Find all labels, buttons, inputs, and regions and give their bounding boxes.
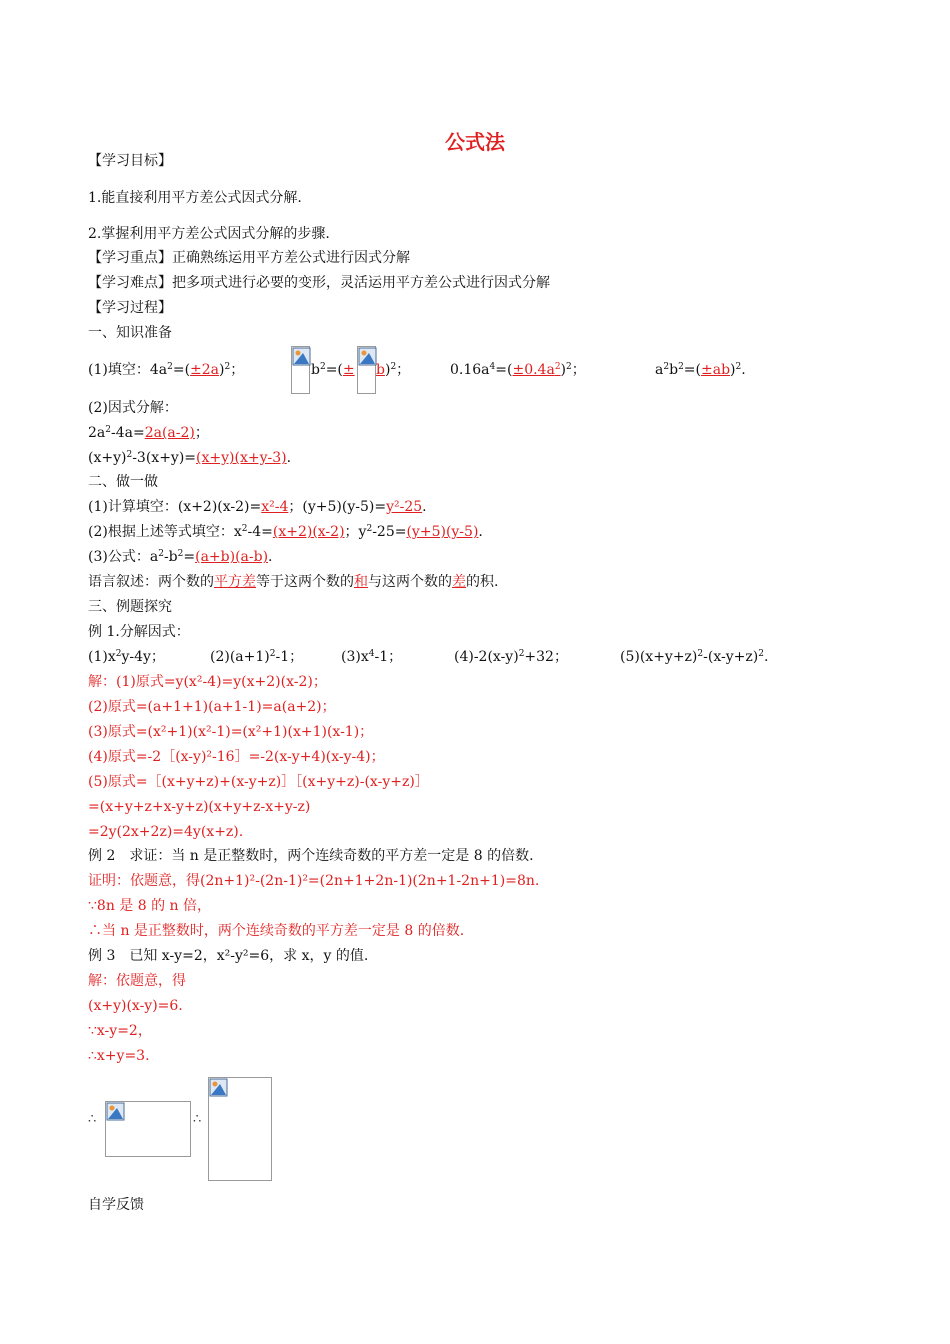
ex1-problem-5: $(5)(x+y+z)^2-(x-y+z)^2$. xyxy=(620,649,769,665)
example-2: 例 2 求证：当 n 是正整数时，两个连续奇数的平方差一定是 8 的倍数. xyxy=(88,848,534,864)
section-1-heading: 一、知识准备 xyxy=(88,325,172,341)
factor-1: $2a^2-4a=2a(a-2)$； xyxy=(88,425,209,441)
lang-answer-3: 差 xyxy=(452,574,466,590)
fill-b2: $b^2=(\pm$ xyxy=(311,362,355,378)
image-placeholder-3 xyxy=(105,1101,191,1157)
formula-line: (3)公式：$a^2-b^2=(a+b)(a-b)$. xyxy=(88,549,273,565)
formula-answer: (a+b)(a-b) xyxy=(195,549,269,565)
example-3: 例 3 已知 x-y=2，x²-y²=6，求 x，y 的值. xyxy=(88,948,369,964)
factor-answer-2: (x+y)(x+y-3) xyxy=(196,450,287,466)
fill-answer-1: ±2a xyxy=(190,362,220,378)
fill-line: (1)填空：$4a^2=(\pm 2a)^2$； xyxy=(88,362,245,378)
ex1-problem-2: $(2)(a+1)^2-1$； xyxy=(210,649,304,665)
ex1-solution-1: 解：(1)原式=y(x²-4)=y(x+2)(x-2)； xyxy=(88,674,327,690)
ex3-solution-3: ∵x-y=2， xyxy=(88,1023,152,1039)
section-2-heading: 二、做一做 xyxy=(88,474,158,490)
focus-line xyxy=(88,248,410,268)
fill-answer-3: $\pm 0.4a^2$ xyxy=(512,362,561,378)
eq-answer-2: (y+5)(y-5) xyxy=(406,524,479,540)
fill-a2b2: $a^2b^2=(\pm ab)^2$. xyxy=(655,362,746,378)
fill-label: (1)填空： xyxy=(88,362,150,378)
image-placeholder-4 xyxy=(208,1077,272,1181)
eq-line: (2)根据上述等式填空：$x^2-4=(x+2)(x-2)$；$y^2-25=(y+5)(y-5)$. xyxy=(88,524,483,540)
fill-b2-end: b)$^2$； xyxy=(376,362,411,378)
broken-image-icon xyxy=(209,1078,228,1097)
goal-1: 1.能直接利用平方差公式因式分解. xyxy=(88,190,302,206)
section-3-heading: 三、例题探究 xyxy=(88,599,172,615)
ex1-solution-6: =(x+y+z+x-y+z)(x+y+z-x+y-z) xyxy=(88,799,311,815)
ex3-solution-2: (x+y)(x-y)=6. xyxy=(88,998,183,1014)
difficulty-text: 把多项式进行必要的变形，灵活运用平方差公式进行因式分解 xyxy=(172,275,550,291)
ex1-solution-3: (3)原式=(x²+1)(x²-1)=(x²+1)(x+1)(x-1)； xyxy=(88,724,374,740)
process-heading: 【学习过程】 xyxy=(88,300,172,316)
self-study-feedback: 自学反馈 xyxy=(88,1197,144,1213)
ex3-solution-1: 解：依题意，得 xyxy=(88,973,186,989)
factor-answer-1: 2a(a-2) xyxy=(144,425,195,441)
lang-answer-2: 和 xyxy=(354,574,368,590)
fill-016: $0.16a^4=(\pm 0.4a^2)^2$； xyxy=(450,362,586,378)
calc-answer-2: y²-25 xyxy=(386,499,423,515)
language-line: 语言叙述：两个数的平方差等于这两个数的和与这两个数的差的积. xyxy=(88,574,499,590)
ex1-solution-2: (2)原式=(a+1+1)(a+1-1)=a(a+2)； xyxy=(88,699,336,715)
focus-label: 【学习重点】 xyxy=(88,250,172,266)
ex2-proof-3: ∴当 n 是正整数时，两个连续奇数的平方差一定是 8 的倍数. xyxy=(88,923,465,939)
ex1-problem-1: $(1)x^2y-4y$； xyxy=(88,649,165,665)
image-placeholder-2 xyxy=(357,346,376,394)
ex1-problem-4: $(4)-2(x-y)^2+32$； xyxy=(454,649,568,665)
ex1-solution-7: =2y(2x+2z)=4y(x+z). xyxy=(88,824,244,840)
calc-label: (1)计算填空： xyxy=(88,499,178,515)
broken-image-icon xyxy=(358,347,377,366)
image-placeholder-1 xyxy=(291,346,310,394)
broken-image-icon xyxy=(292,347,311,366)
calc-answer-1: x²-4 xyxy=(261,499,289,515)
focus-text: 正确熟练运用平方差公式进行因式分解 xyxy=(172,250,410,266)
ex1-problem-3: $(3)x^4-1$； xyxy=(341,649,403,665)
broken-image-icon xyxy=(106,1102,125,1121)
calc-line: (1)计算填空：(x+2)(x-2)=x²-4；(y+5)(y-5)=y²-25. xyxy=(88,499,427,515)
ex1-solution-4: (4)原式=-2［(x-y)²-16］=-2(x-y+4)(x-y-4)； xyxy=(88,749,385,765)
factor-2: $(x+y)^2-3(x+y)=(x+y)(x+y-3)$. xyxy=(88,450,292,466)
ex2-proof-1: 证明：依题意，得(2n+1)²-(2n-1)²=(2n+1+2n-1)(2n+1-2n+1)=8n. xyxy=(88,873,540,889)
ex3-solution-4: ∴x+y=3. xyxy=(88,1048,150,1064)
ex1-solution-5: (5)原式=［(x+y+z)+(x-y+z)］［(x+y+z)-(x-y+z)］ xyxy=(88,774,429,790)
fill-answer-2: ± xyxy=(342,362,355,378)
lang-answer-1: 平方差 xyxy=(214,574,256,590)
difficulty-label: 【学习难点】 xyxy=(88,275,172,291)
therefore-symbol-2: ∴ xyxy=(193,1112,202,1127)
eq-answer-1: (x+2)(x-2) xyxy=(272,524,345,540)
goals-heading: 【学习目标】 xyxy=(88,153,172,169)
difficulty-line xyxy=(88,273,550,293)
example-1-label: 例 1.分解因式： xyxy=(88,624,190,640)
fill-answer-2b: b xyxy=(376,362,385,378)
fill-answer-4: ±ab xyxy=(701,362,731,378)
formula-label: (3)公式： xyxy=(88,549,150,565)
page-title: 公式法 xyxy=(445,130,505,154)
ex2-proof-2: ∵8n 是 8 的 n 倍， xyxy=(88,898,212,914)
goal-2: 2.掌握利用平方差公式因式分解的步骤. xyxy=(88,226,330,242)
factor-label: (2)因式分解： xyxy=(88,400,178,416)
eq-label: (2)根据上述等式填空： xyxy=(88,524,234,540)
therefore-symbol-1: ∴ xyxy=(88,1112,97,1127)
